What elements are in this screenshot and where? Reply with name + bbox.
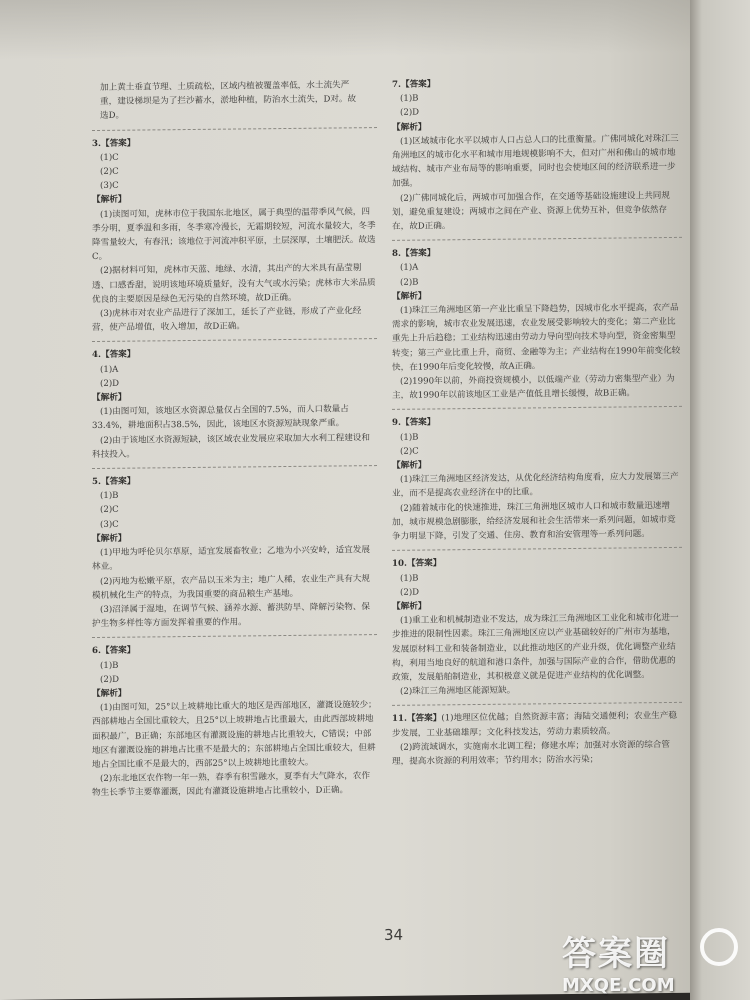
item-number: 4. <box>92 350 101 361</box>
answer-item-4 <box>92 346 377 463</box>
analysis-paragraph: (1)重工业和机械制造业不发达，成为珠江三角洲地区工业化和城市化进一步推进的限制性因素。珠江三角洲地区应以产业基础较好的广州市为基地，发展原材料工业和装备制造业，以此推动地区的产业升级，优化调整产业结构，利用当地良好的航道和港口条件，加强与国际产业的合作，借助优惠的政策，发展船舶制造业，其积极意义就是促进产业结构的优化调整。 <box>392 613 679 683</box>
item-number: 5. <box>92 477 101 488</box>
answer-line: (2)C <box>400 446 419 457</box>
answer-line: (2)C <box>100 166 119 177</box>
analysis-paragraph: (1)珠江三角洲地区第一产业比重呈下降趋势，因城市化水平提高，农产品需求的影响，城市农业发展迅速，农业发展受影响较大的变化；第二产业比重先上升后趋稳；工业结构迅速由劳动力导向型向技术导向型，资金密集型转变；第三产业比重上升，商贸、金融等为主；产业结构在1990年前变化较快，在1990年后变化较慢，故A正确。 <box>392 302 681 373</box>
divider <box>92 465 377 469</box>
intro-line: 加上黄土垂直节理、土质疏松，区域内植被覆盖率低，水土流失严 <box>100 80 350 93</box>
intro-block <box>92 78 377 124</box>
answer-item-9 <box>392 413 682 544</box>
divider <box>392 702 682 706</box>
left-column <box>92 78 377 807</box>
answer-line: (1)B <box>100 491 119 502</box>
watermark-bottom-text: MXQE.COM <box>562 975 675 996</box>
analysis-paragraph: (1)区域城市化水平以城市人口占总人口的比重衡量。广佛同城化对珠江三角洲地区的城市化水平和城市用地规模影响不大，但对广州和佛山的城市地域结构、城市产业布局等的影响重要，同时也会使地区间的经济联系进一步加强。 <box>392 133 679 190</box>
analysis-paragraph: (1)由图可知，25°以上坡耕地比重大的地区是西部地区，灌溉设施较少；西部耕地占全国比重较大，且25°以上坡耕地占比重最大，由此西部坡耕地面积最广，B正确；东部地区有灌溉设施的耕地占比重较大，C错误；中部地区有灌溉设施的耕地占比重不是最大的；东部耕地占全国比重较大，但耕地占全国比重不是最大的，西部25°以上坡耕地比重较大。 <box>92 700 377 770</box>
analysis-paragraph: (2)跨流域调水，实施南水北调工程；修建水库；加强对水资源的综合管理，提高水资源的利用效率；节约用水；防治水污染； <box>392 739 670 767</box>
answer-line: (1)B <box>400 93 419 105</box>
answer-line: (1)B <box>400 432 419 443</box>
answer-line: (2)C <box>100 505 119 516</box>
answer-item-3 <box>92 134 377 336</box>
answer-line: (2)B <box>400 277 419 288</box>
item-number: 9. <box>392 418 401 429</box>
analysis-paragraph: (1)地理区位优越；自然资源丰富；海陆交通便利；农业生产稳步发展，工业基础雄厚；文化科技发达，劳动力素质较高。 <box>392 711 677 739</box>
item-number: 11. <box>392 714 407 725</box>
facing-page-edge <box>690 0 750 1000</box>
answer-line: (3)C <box>100 180 119 192</box>
analysis-paragraph: (2)珠江三角洲地区能源短缺。 <box>400 685 516 697</box>
right-column <box>392 75 682 775</box>
answer-tag: 【答案】 <box>406 713 442 725</box>
page-number: 34 <box>384 925 404 944</box>
item-number: 3. <box>92 138 101 149</box>
analysis-paragraph: (2)广佛同城化后，两城市可加强合作，在交通等基础设施建设上共同规划，避免重复建设；两城市之间在产业、资源上优势互补，但竞争依然存在，故D正确。 <box>392 190 670 232</box>
divider <box>392 237 682 241</box>
analysis-tag: 【解析】 <box>92 533 127 544</box>
analysis-tag: 【解析】 <box>392 291 427 302</box>
analysis-tag: 【解析】 <box>92 195 127 206</box>
answer-item-5 <box>92 472 377 631</box>
analysis-tag: 【解析】 <box>392 460 427 471</box>
answer-line: (1)A <box>100 364 119 375</box>
item-number: 6. <box>92 646 101 657</box>
answer-line: (2)D <box>100 378 120 389</box>
answer-tag: 【答案】 <box>100 138 136 149</box>
item-number: 7. <box>392 79 401 90</box>
answer-line: (1)B <box>100 660 119 671</box>
answer-tag: 【答案】 <box>400 248 436 260</box>
answer-item-6 <box>92 641 377 800</box>
analysis-paragraph: (3)沼泽属于湿地，在调节气候、涵养水源、蓄洪防旱、降解污染物、保护生物多样性等方面发挥着重要的作用。 <box>92 602 370 630</box>
divider <box>92 339 377 343</box>
analysis-tag: 【解析】 <box>92 392 127 404</box>
divider <box>92 634 377 638</box>
answer-tag: 【答案】 <box>400 417 436 429</box>
intro-line: 选D。 <box>100 111 125 122</box>
analysis-paragraph: (2)据材料可知，虎林市天蓝、地绿、水清，其出产的大米具有晶莹剔透、口感香甜，说明该地环境质量好，没有大气或水污染；虎林市大米品质优良的主要原因是绿色无污染的自然环境，故D正确。 <box>92 263 376 305</box>
answer-line: (1)C <box>100 152 119 163</box>
analysis-paragraph: (1)读图可知，虎林市位于我国东北地区，属于典型的温带季风气候，四季分明，夏季温和多雨，冬季寒冷漫长，无霜期较短，河流水量较大，冬季降雪量较大，有春汛；该地位于河流冲积平原，土层深厚，土壤肥沃。故选C。 <box>92 206 376 263</box>
analysis-paragraph: (1)由图可知，该地区水资源总量仅占全国的7.5%，而人口数量占33.4%，耕地面积占38.5%，因此，该地区水资源短缺现象严重。 <box>92 404 349 432</box>
answer-tag: 【答案】 <box>400 79 436 90</box>
analysis-paragraph: (2)东北地区农作物一年一熟，春季有积雪融水，夏季有大气降水，农作物生长季节主要靠灌溉，因此有灌溉设施耕地占比重较小，D正确。 <box>92 771 370 799</box>
answer-line: (1)B <box>400 573 419 584</box>
watermark-logo-icon <box>700 928 738 966</box>
analysis-tag: 【解析】 <box>392 122 427 133</box>
analysis-paragraph: (2)丙地为松嫩平原，农产品以玉米为主；地广人稀，农业生产具有大规模机械化生产的特点，为我国重要的商品粮生产基地。 <box>92 573 370 601</box>
answer-line: (3)C <box>100 519 119 530</box>
answer-item-8 <box>392 244 682 403</box>
divider <box>392 406 682 410</box>
divider <box>392 547 682 551</box>
answer-tag: 【答案】 <box>406 558 442 570</box>
analysis-paragraph: (2)随着城市化的快速推进，珠江三角洲地区城市人口和城市数量迅速增加，城市规模急剧膨胀，给经济发展和社会生活带来一系列问题，如城市竞争力明显下降，引发了交通、住房、教育和治安管理等一系列问题。 <box>392 500 676 542</box>
watermark-top-text: 答案圈 <box>562 934 670 974</box>
answer-tag: 【答案】 <box>100 350 136 361</box>
answer-tag: 【答案】 <box>100 645 136 657</box>
answer-item-11 <box>392 709 682 769</box>
watermark <box>562 926 742 994</box>
answer-line: (2)D <box>400 108 420 119</box>
analysis-paragraph: (1)甲地为呼伦贝尔草原，适宜发展畜牧业；乙地为小兴安岭，适宜发展林业。 <box>92 545 370 573</box>
page-top-shadow <box>0 0 715 60</box>
item-number: 8. <box>392 249 401 260</box>
analysis-tag: 【解析】 <box>392 601 427 612</box>
answer-item-10 <box>392 554 682 699</box>
intro-line: 重，建设梯坝是为了拦沙蓄水，淤地种植，防治水土流失，D对。故 <box>100 94 357 108</box>
analysis-paragraph: (1)珠江三角洲地区经济发达，从优化经济结构角度看，应大力发展第三产业，而不是提高农业经济在中的比重。 <box>392 472 679 500</box>
answer-item-7 <box>392 75 682 234</box>
analysis-paragraph: (2)由于该地区水资源短缺，该区域农业发展应采取加大水利工程建设和科技投入。 <box>92 432 370 460</box>
analysis-paragraph: (3)虎林市对农业产品进行了深加工，延长了产业链，形成了产业化经营，使产品增值，收入增加，故D正确。 <box>92 306 362 334</box>
divider <box>92 127 377 131</box>
analysis-paragraph: (2)1990年以前，外商投资规模小，以低端产业（劳动力密集型产业）为主，故1990年以前该地区工业是产值低且增长缓慢，故B正确。 <box>392 373 675 402</box>
analysis-tag: 【解析】 <box>92 688 127 699</box>
item-number: 10. <box>392 559 407 570</box>
answer-line: (1)A <box>400 263 419 274</box>
answer-line: (2)D <box>100 674 120 685</box>
answer-line: (2)D <box>400 587 420 598</box>
answer-tag: 【答案】 <box>100 476 136 488</box>
